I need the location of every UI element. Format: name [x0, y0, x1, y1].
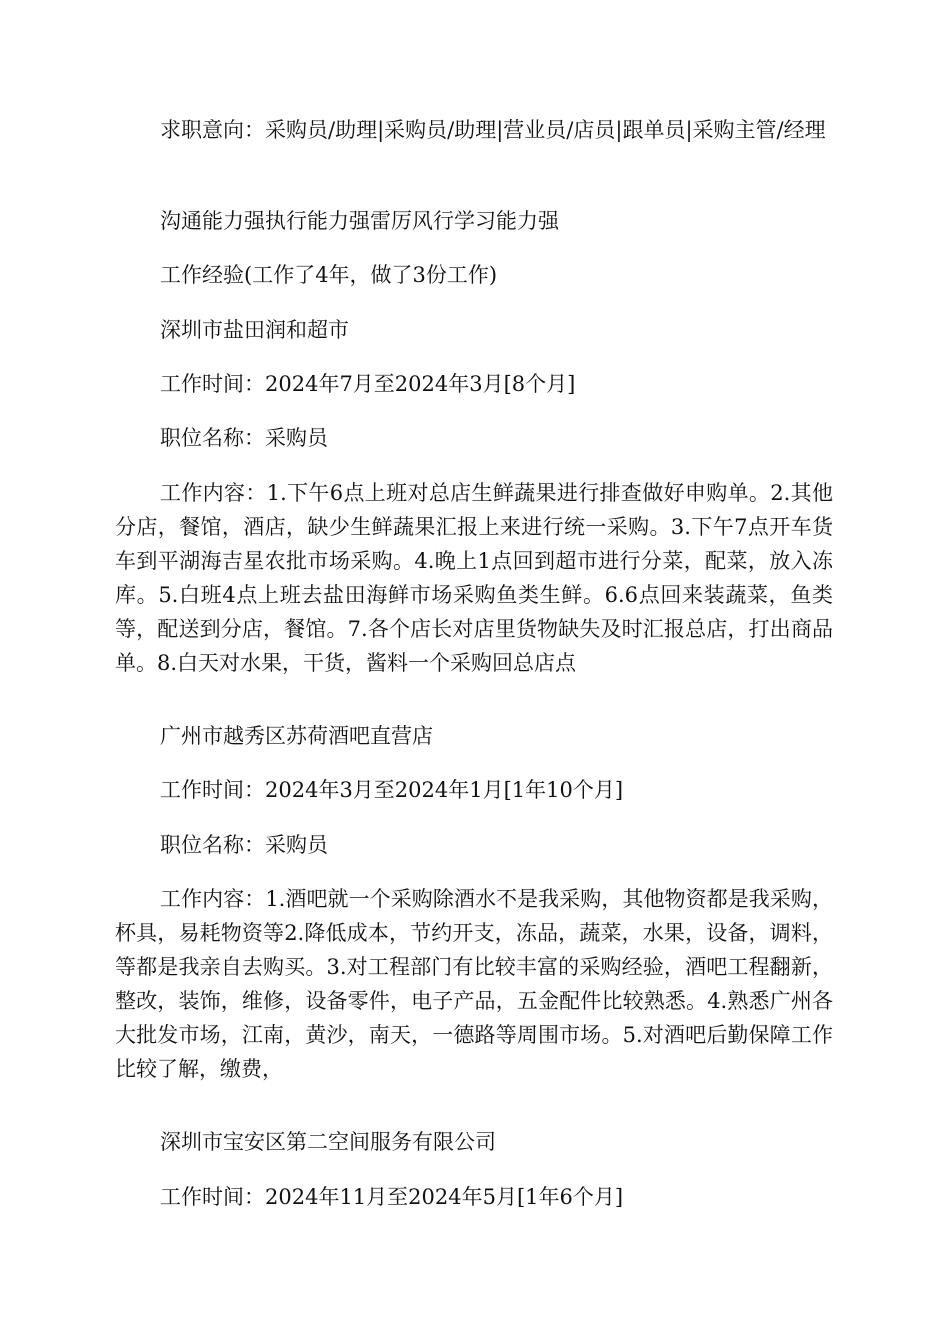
experience-summary-paragraph: 工作经验(工作了4年，做了3份工作) — [160, 263, 498, 287]
company-2-name: 广州市越秀区苏荷酒吧直营店 — [160, 724, 433, 748]
company-1-position: 职位名称：采购员 — [160, 426, 328, 450]
company-2-duties: 工作内容：1.酒吧就一个采购除酒水不是我采购，其他物资都是我采购，杯具，易耗物资等2.降低成本，节约开支，冻品，蔬菜，水果，设备，调料，等都是我亲自去购买。3.对工程部门有比较丰富的采购经验，酒吧工程翻新，整改，装饰，维修，设备零件，电子产品，五金配件比较熟悉。4.熟悉广州各大批发市场，江南，黄沙，南天，一德路等周围市场。5.对酒吧后勤保障工作比较了解，缴费， — [115, 887, 833, 1081]
company-3-period: 工作时间：2024年11月至2024年5月[1年6个月] — [160, 1185, 624, 1209]
company-1-period: 工作时间：2024年7月至2024年3月[8个月] — [160, 372, 576, 396]
company-1-duties: 工作内容：1.下午6点上班对总店生鲜蔬果进行排查做好申购单。2.其他分店，餐馆，酒店，缺少生鲜蔬果汇报上来进行统一采购。3.下午7点开车货车到平湖海吉星农批市场采购。4.晚上1点回到超市进行分菜，配菜，放入冻库。5.白班4点上班去盐田海鲜市场采购鱼类生鲜。6.6点回来装蔬菜，鱼类等，配送到分店，餐馆。7.各个店长对店里货物缺失及时汇报总店，打出商品单。8.白天对水果，干货，酱料一个采购回总店点 — [115, 481, 833, 675]
company-1-name: 深圳市盐田润和超市 — [160, 318, 349, 342]
company-3-name: 深圳市宝安区第二空间服务有限公司 — [160, 1130, 496, 1154]
company-2-period: 工作时间：2024年3月至2024年1月[1年10个月] — [160, 778, 624, 802]
company-2-position: 职位名称：采购员 — [160, 833, 328, 857]
job-intention-paragraph: 求职意向：采购员/助理|采购员/助理|营业员/店员|跟单员|采购主管/经理 — [160, 118, 826, 142]
skills-paragraph: 沟通能力强执行能力强雷厉风行学习能力强 — [160, 209, 559, 233]
